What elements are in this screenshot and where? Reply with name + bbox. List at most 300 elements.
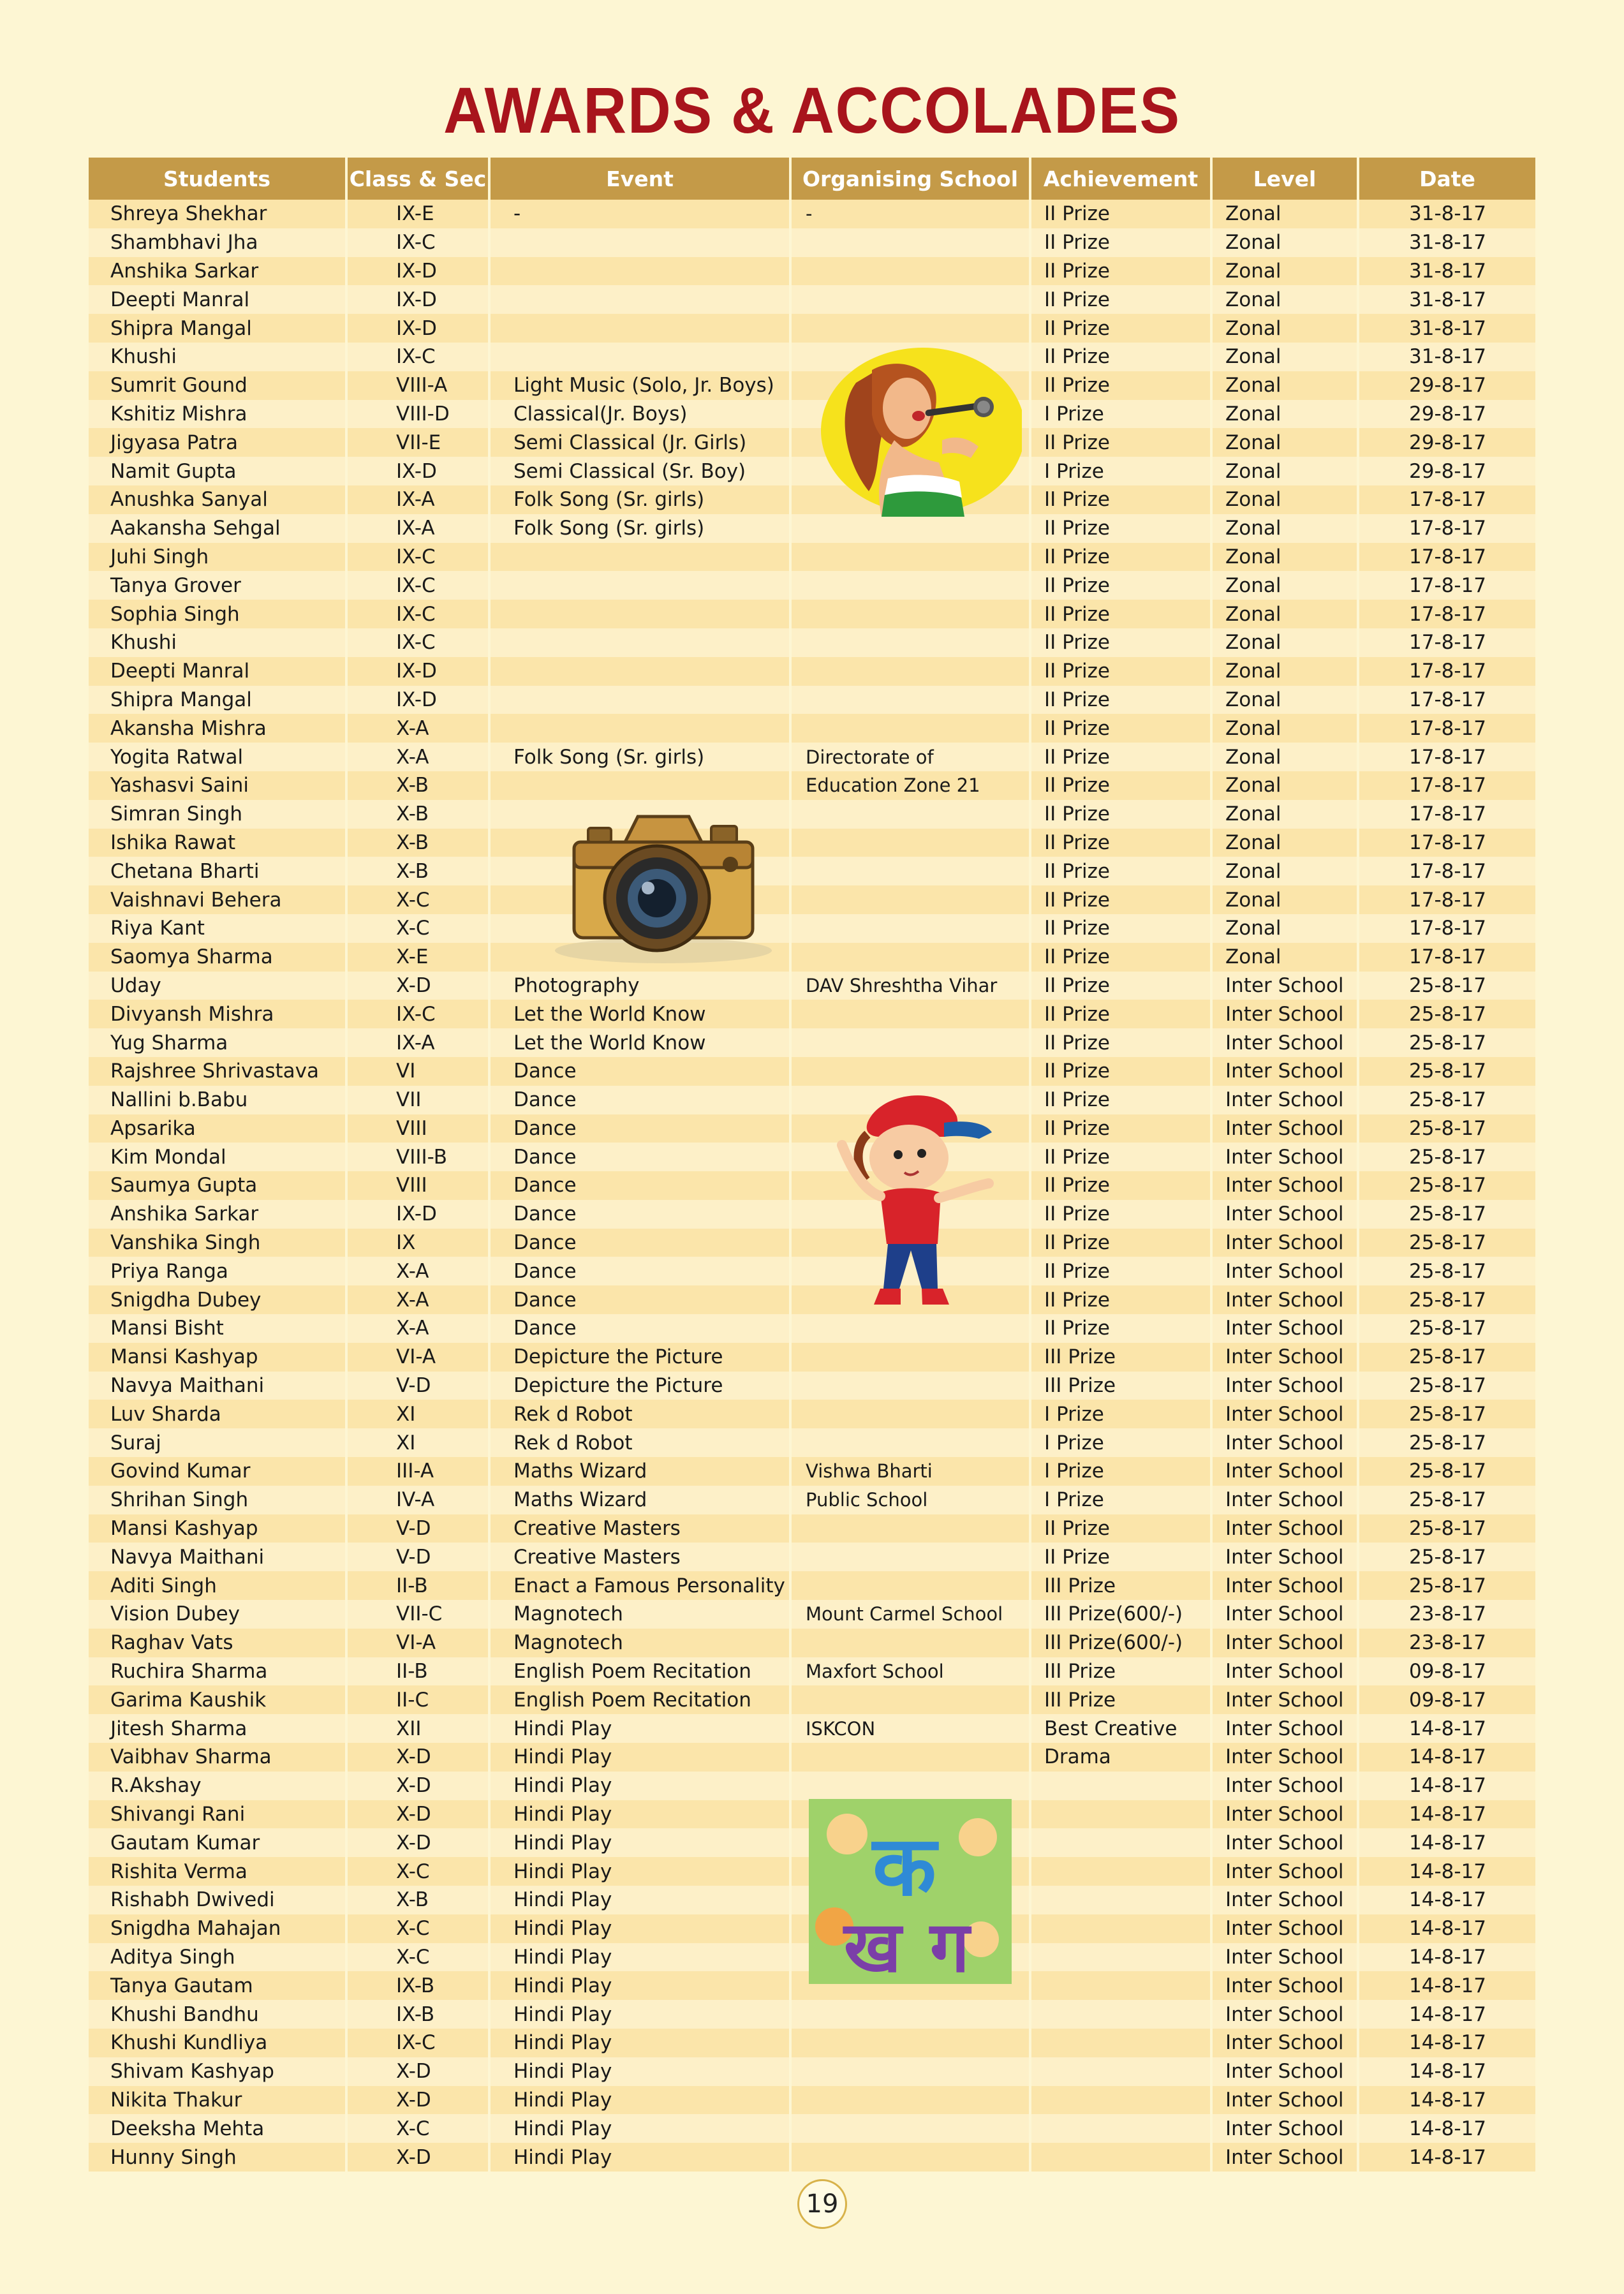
cell-event: Photography (491, 972, 789, 1000)
table-row (89, 314, 1535, 343)
cell-level: Zonal (1213, 314, 1357, 343)
cell-class-sec: X-A (348, 1285, 488, 1314)
cell-organising-school: - (792, 200, 1029, 228)
cell-date: 25-8-17 (1359, 1057, 1535, 1086)
cell-student-name: Vaibhav Sharma (89, 1743, 345, 1772)
cell-class-sec: X-A (348, 1257, 488, 1285)
cell-date: 25-8-17 (1359, 1285, 1535, 1314)
cell-achievement: III Prize(600/-) (1031, 1600, 1210, 1629)
cell-student-name: Yashasvi Saini (89, 771, 345, 800)
cell-level: Inter School (1213, 1143, 1357, 1171)
table-row (89, 914, 1535, 943)
cell-organising-school (792, 314, 1029, 343)
cell-event: Hindi Play (491, 1828, 789, 1857)
cell-student-name: Khushi Kundliya (89, 2029, 345, 2057)
cell-class-sec: IX-A (348, 1028, 488, 1057)
cell-event: Hindi Play (491, 1943, 789, 1972)
cell-class-sec: VI (348, 1057, 488, 1086)
cell-date: 14-8-17 (1359, 1800, 1535, 1829)
cell-level: Zonal (1213, 257, 1357, 286)
cell-event: Maths Wizard (491, 1457, 789, 1486)
cell-organising-school (792, 885, 1029, 914)
cell-achievement: I Prize (1031, 400, 1210, 429)
cell-class-sec: X-B (348, 800, 488, 829)
table-row (89, 1714, 1535, 1743)
cell-student-name: Riya Kant (89, 914, 345, 943)
singer-illustration (811, 344, 1022, 523)
cell-student-name: Rishabh Dwivedi (89, 1886, 345, 1914)
cell-student-name: R.Akshay (89, 1772, 345, 1800)
table-row (89, 571, 1535, 600)
cell-level: Inter School (1213, 972, 1357, 1000)
cell-class-sec: XI (348, 1400, 488, 1428)
hindi-letter-kha: ख (844, 1906, 901, 1984)
cell-organising-school (792, 1372, 1029, 1400)
cell-achievement: I Prize (1031, 1428, 1210, 1457)
cell-class-sec: VIII-D (348, 400, 488, 429)
cell-student-name: Uday (89, 972, 345, 1000)
cell-level: Zonal (1213, 485, 1357, 514)
cell-level: Inter School (1213, 2143, 1357, 2172)
cell-event: Hindi Play (491, 1914, 789, 1943)
table-row (89, 1285, 1535, 1314)
cell-achievement: III Prize (1031, 1343, 1210, 1372)
cell-event: Let the World Know (491, 1028, 789, 1057)
table-row (89, 285, 1535, 314)
cell-class-sec: IX-B (348, 1971, 488, 2000)
cell-class-sec: XI (348, 1428, 488, 1457)
page-title: AWARDS & ACCOLADES (443, 74, 1181, 147)
cell-student-name: Juhi Singh (89, 543, 345, 572)
cell-student-name: Shreya Shekhar (89, 200, 345, 228)
cell-class-sec: IX-D (348, 1200, 488, 1229)
table-row (89, 2057, 1535, 2086)
table-row (89, 943, 1535, 972)
cell-student-name: Kshitiz Mishra (89, 400, 345, 429)
cell-organising-school (792, 543, 1029, 572)
cell-level: Inter School (1213, 1428, 1357, 1457)
cell-achievement (1031, 1886, 1210, 1914)
cell-achievement: I Prize (1031, 457, 1210, 485)
cell-event (491, 600, 789, 628)
cell-class-sec: III-A (348, 1457, 488, 1486)
cell-date: 25-8-17 (1359, 1514, 1535, 1543)
cell-organising-school (792, 1772, 1029, 1800)
table-row (89, 1086, 1535, 1114)
cell-event (491, 314, 789, 343)
cell-level: Zonal (1213, 228, 1357, 257)
cell-level: Inter School (1213, 1229, 1357, 1257)
cell-event (491, 228, 789, 257)
cell-student-name: Suraj (89, 1428, 345, 1457)
cell-achievement: II Prize (1031, 771, 1210, 800)
cell-student-name: Khushi (89, 343, 345, 371)
cell-student-name: Yug Sharma (89, 1028, 345, 1057)
table-row (89, 1000, 1535, 1028)
cell-date: 25-8-17 (1359, 1114, 1535, 1143)
cell-event (491, 771, 789, 800)
cell-organising-school (792, 714, 1029, 743)
cell-class-sec: X-D (348, 1772, 488, 1800)
cell-date: 29-8-17 (1359, 371, 1535, 400)
cell-organising-school (792, 657, 1029, 686)
table-row (89, 1400, 1535, 1428)
table-row (89, 714, 1535, 743)
cell-class-sec: X-D (348, 1828, 488, 1857)
camera-illustration (549, 804, 778, 970)
hindi-letter-ga: ग (930, 1906, 970, 1984)
cell-student-name: Luv Sharda (89, 1400, 345, 1428)
cell-student-name: Saumya Gupta (89, 1171, 345, 1200)
cell-achievement: I Prize (1031, 1486, 1210, 1514)
table-row (89, 2086, 1535, 2115)
cell-achievement (1031, 1914, 1210, 1943)
cell-achievement: II Prize (1031, 1285, 1210, 1314)
cell-level: Inter School (1213, 1000, 1357, 1028)
header-organising-school: Organising School (792, 158, 1029, 200)
cell-organising-school (792, 800, 1029, 829)
cell-student-name: Tanya Grover (89, 571, 345, 600)
cell-event: Dance (491, 1285, 789, 1314)
cell-achievement: II Prize (1031, 943, 1210, 972)
cell-date: 23-8-17 (1359, 1629, 1535, 1657)
cell-achievement: III Prize (1031, 1685, 1210, 1714)
cell-date: 17-8-17 (1359, 743, 1535, 771)
cell-student-name: Shrihan Singh (89, 1486, 345, 1514)
cell-student-name: Namit Gupta (89, 457, 345, 485)
cell-class-sec: X-D (348, 1800, 488, 1829)
cell-level: Inter School (1213, 1343, 1357, 1372)
cell-event: Depicture the Picture (491, 1343, 789, 1372)
cell-event: - (491, 200, 789, 228)
cell-student-name: Vanshika Singh (89, 1229, 345, 1257)
cell-organising-school: Education Zone 21 (792, 771, 1029, 800)
cell-event: Enact a Famous Personality (491, 1571, 789, 1600)
cell-student-name: Kim Mondal (89, 1143, 345, 1171)
cell-date: 31-8-17 (1359, 285, 1535, 314)
cell-event (491, 343, 789, 371)
cell-level: Inter School (1213, 1028, 1357, 1057)
cell-event (491, 571, 789, 600)
cell-date: 09-8-17 (1359, 1685, 1535, 1714)
cell-achievement: II Prize (1031, 1028, 1210, 1057)
cell-level: Inter School (1213, 1543, 1357, 1571)
cell-organising-school (792, 571, 1029, 600)
cell-student-name: Navya Maithani (89, 1372, 345, 1400)
cell-date: 14-8-17 (1359, 1743, 1535, 1772)
cell-achievement: II Prize (1031, 1314, 1210, 1343)
cell-student-name: Sophia Singh (89, 600, 345, 628)
cell-organising-school (792, 1629, 1029, 1657)
cell-class-sec: IX-D (348, 285, 488, 314)
cell-student-name: Rajshree Shrivastava (89, 1057, 345, 1086)
cell-event: Dance (491, 1086, 789, 1114)
cell-organising-school: Vishwa Bharti (792, 1457, 1029, 1486)
cell-date: 25-8-17 (1359, 1229, 1535, 1257)
cell-class-sec: X-D (348, 972, 488, 1000)
cell-date: 14-8-17 (1359, 2143, 1535, 2172)
cell-student-name: Garima Kaushik (89, 1685, 345, 1714)
cell-event: English Poem Recitation (491, 1657, 789, 1686)
table-row (89, 1229, 1535, 1257)
cell-level: Zonal (1213, 657, 1357, 686)
cell-date: 17-8-17 (1359, 714, 1535, 743)
cell-organising-school (792, 686, 1029, 714)
cell-student-name: Divyansh Mishra (89, 1000, 345, 1028)
hindi-letters-illustration (809, 1799, 1012, 1984)
cell-organising-school (792, 2114, 1029, 2143)
cell-date: 25-8-17 (1359, 1486, 1535, 1514)
cell-level: Inter School (1213, 1857, 1357, 1886)
cell-achievement: II Prize (1031, 829, 1210, 857)
cell-level: Zonal (1213, 371, 1357, 400)
cell-event: Hindi Play (491, 2029, 789, 2057)
cell-date: 29-8-17 (1359, 428, 1535, 457)
cell-organising-school (792, 628, 1029, 657)
cell-class-sec: XII (348, 1714, 488, 1743)
cell-student-name: Akansha Mishra (89, 714, 345, 743)
cell-achievement (1031, 2086, 1210, 2115)
cell-event: Hindi Play (491, 1857, 789, 1886)
cell-level: Zonal (1213, 343, 1357, 371)
cell-achievement: II Prize (1031, 800, 1210, 829)
cell-level: Inter School (1213, 1657, 1357, 1686)
cell-date: 17-8-17 (1359, 943, 1535, 972)
cell-organising-school (792, 285, 1029, 314)
cell-achievement (1031, 2000, 1210, 2029)
cell-date: 09-8-17 (1359, 1657, 1535, 1686)
cell-level: Inter School (1213, 1914, 1357, 1943)
table-row (89, 743, 1535, 771)
cell-level: Inter School (1213, 1600, 1357, 1629)
cell-event (491, 657, 789, 686)
table-row (89, 1486, 1535, 1514)
cell-level: Zonal (1213, 628, 1357, 657)
cell-level: Inter School (1213, 1314, 1357, 1343)
cell-event: Dance (491, 1257, 789, 1285)
cell-event: Dance (491, 1057, 789, 1086)
table-row (89, 972, 1535, 1000)
cell-student-name: Hunny Singh (89, 2143, 345, 2172)
cell-organising-school: Maxfort School (792, 1657, 1029, 1686)
cell-achievement: II Prize (1031, 485, 1210, 514)
cell-achievement: II Prize (1031, 1514, 1210, 1543)
cell-organising-school (792, 2143, 1029, 2172)
cell-achievement: II Prize (1031, 1143, 1210, 1171)
cell-class-sec: VIII-B (348, 1143, 488, 1171)
cell-class-sec: X-B (348, 771, 488, 800)
cell-date: 14-8-17 (1359, 2114, 1535, 2143)
cell-event: Creative Masters (491, 1514, 789, 1543)
cell-class-sec: X-C (348, 2114, 488, 2143)
cell-date: 17-8-17 (1359, 514, 1535, 543)
cell-achievement: II Prize (1031, 428, 1210, 457)
cell-event: Magnotech (491, 1629, 789, 1657)
cell-class-sec: X-C (348, 1943, 488, 1972)
cell-achievement: II Prize (1031, 1086, 1210, 1114)
cell-achievement: Best Creative (1031, 1714, 1210, 1743)
cell-level: Inter School (1213, 1400, 1357, 1428)
cell-date: 14-8-17 (1359, 1714, 1535, 1743)
cell-date: 14-8-17 (1359, 1943, 1535, 1972)
table-row (89, 543, 1535, 572)
cell-organising-school (792, 1685, 1029, 1714)
cell-event: Dance (491, 1114, 789, 1143)
cell-event: Let the World Know (491, 1000, 789, 1028)
cell-organising-school (792, 1428, 1029, 1457)
cell-student-name: Deeksha Mehta (89, 2114, 345, 2143)
table-row (89, 829, 1535, 857)
cell-event: Hindi Play (491, 2086, 789, 2115)
table-row (89, 857, 1535, 885)
cell-organising-school: Public School (792, 1486, 1029, 1514)
cell-event: Dance (491, 1314, 789, 1343)
table-row (89, 1343, 1535, 1372)
cell-level: Inter School (1213, 1514, 1357, 1543)
cell-class-sec: IX-C (348, 1000, 488, 1028)
cell-organising-school (792, 228, 1029, 257)
cell-class-sec: V-D (348, 1514, 488, 1543)
cell-level: Zonal (1213, 543, 1357, 572)
cell-class-sec: IX-D (348, 257, 488, 286)
cell-level: Zonal (1213, 857, 1357, 885)
cell-date: 23-8-17 (1359, 1600, 1535, 1629)
cell-level: Inter School (1213, 2057, 1357, 2086)
table-row (89, 2114, 1535, 2143)
cell-organising-school (792, 857, 1029, 885)
cell-student-name: Navya Maithani (89, 1543, 345, 1571)
cell-student-name: Jigyasa Patra (89, 428, 345, 457)
table-row (89, 1057, 1535, 1086)
cell-level: Inter School (1213, 1486, 1357, 1514)
cell-student-name: Nikita Thakur (89, 2086, 345, 2115)
cell-student-name: Apsarika (89, 1114, 345, 1143)
cell-achievement: I Prize (1031, 1457, 1210, 1486)
cell-class-sec: X-A (348, 1314, 488, 1343)
cell-event: Hindi Play (491, 1971, 789, 2000)
header-students: Students (89, 158, 345, 200)
cell-event: Hindi Play (491, 2114, 789, 2143)
header-date: Date (1359, 158, 1535, 200)
cell-class-sec: X-B (348, 1886, 488, 1914)
cell-student-name: Gautam Kumar (89, 1828, 345, 1857)
cell-achievement: I Prize (1031, 1400, 1210, 1428)
cell-class-sec: IX-D (348, 314, 488, 343)
table-row (89, 1028, 1535, 1057)
table-row (89, 228, 1535, 257)
cell-level: Zonal (1213, 686, 1357, 714)
cell-event: Semi Classical (Jr. Girls) (491, 428, 789, 457)
cell-achievement: Drama (1031, 1743, 1210, 1772)
cell-class-sec: IX-C (348, 571, 488, 600)
table-row (89, 657, 1535, 686)
cell-event: Creative Masters (491, 1543, 789, 1571)
cell-achievement: II Prize (1031, 343, 1210, 371)
cell-class-sec: X-C (348, 885, 488, 914)
cell-class-sec: IX-C (348, 228, 488, 257)
cell-student-name: Deepti Manral (89, 657, 345, 686)
cell-class-sec: X-A (348, 743, 488, 771)
cell-date: 14-8-17 (1359, 1971, 1535, 2000)
cell-level: Inter School (1213, 1257, 1357, 1285)
table-row (89, 1200, 1535, 1229)
cell-class-sec: IX-A (348, 514, 488, 543)
cell-date: 31-8-17 (1359, 314, 1535, 343)
cell-date: 14-8-17 (1359, 2086, 1535, 2115)
cell-organising-school (792, 2000, 1029, 2029)
cell-class-sec: IX-D (348, 657, 488, 686)
cell-class-sec: IX (348, 1229, 488, 1257)
cell-level: Inter School (1213, 2114, 1357, 2143)
cell-date: 25-8-17 (1359, 1200, 1535, 1229)
cell-class-sec: X-B (348, 857, 488, 885)
cell-organising-school (792, 2086, 1029, 2115)
cell-level: Zonal (1213, 457, 1357, 485)
cell-student-name: Anshika Sarkar (89, 1200, 345, 1229)
cell-student-name: Khushi (89, 628, 345, 657)
cell-date: 14-8-17 (1359, 1772, 1535, 1800)
cell-level: Inter School (1213, 1285, 1357, 1314)
cell-student-name: Shivangi Rani (89, 1800, 345, 1829)
table-row (89, 200, 1535, 228)
cell-level: Inter School (1213, 1571, 1357, 1600)
cell-level: Zonal (1213, 885, 1357, 914)
cell-achievement: II Prize (1031, 686, 1210, 714)
table-row (89, 1171, 1535, 1200)
cell-class-sec: VIII (348, 1114, 488, 1143)
cell-organising-school: DAV Shreshtha Vihar (792, 972, 1029, 1000)
cell-class-sec: IX-D (348, 686, 488, 714)
cell-date: 17-8-17 (1359, 657, 1535, 686)
cell-event: Classical(Jr. Boys) (491, 400, 789, 429)
cell-class-sec: II-B (348, 1657, 488, 1686)
cell-achievement (1031, 2143, 1210, 2172)
cell-achievement: II Prize (1031, 743, 1210, 771)
cell-student-name: Vaishnavi Behera (89, 885, 345, 914)
cell-date: 17-8-17 (1359, 600, 1535, 628)
cell-level: Inter School (1213, 1086, 1357, 1114)
cell-level: Zonal (1213, 571, 1357, 600)
cell-organising-school (792, 914, 1029, 943)
cell-event (491, 686, 789, 714)
table-row (89, 1372, 1535, 1400)
cell-date: 17-8-17 (1359, 543, 1535, 572)
cell-event: Depicture the Picture (491, 1372, 789, 1400)
table-row (89, 257, 1535, 286)
cell-level: Inter School (1213, 1171, 1357, 1200)
cell-date: 25-8-17 (1359, 1372, 1535, 1400)
cell-event: Folk Song (Sr. girls) (491, 514, 789, 543)
cell-level: Zonal (1213, 514, 1357, 543)
cell-level: Zonal (1213, 400, 1357, 429)
cell-level: Inter School (1213, 1971, 1357, 2000)
cell-event: Hindi Play (491, 2000, 789, 2029)
cell-event: English Poem Recitation (491, 1685, 789, 1714)
cell-organising-school (792, 1571, 1029, 1600)
cell-student-name: Khushi Bandhu (89, 2000, 345, 2029)
cell-organising-school (792, 2029, 1029, 2057)
cell-student-name: Shipra Mangal (89, 314, 345, 343)
cell-level: Zonal (1213, 285, 1357, 314)
cell-class-sec: VI-A (348, 1629, 488, 1657)
cell-achievement (1031, 2029, 1210, 2057)
cell-level: Inter School (1213, 1743, 1357, 1772)
cell-student-name: Mansi Kashyap (89, 1514, 345, 1543)
cell-level: Inter School (1213, 1629, 1357, 1657)
cell-event: Folk Song (Sr. girls) (491, 743, 789, 771)
cell-class-sec: IX-C (348, 543, 488, 572)
cell-date: 25-8-17 (1359, 1428, 1535, 1457)
